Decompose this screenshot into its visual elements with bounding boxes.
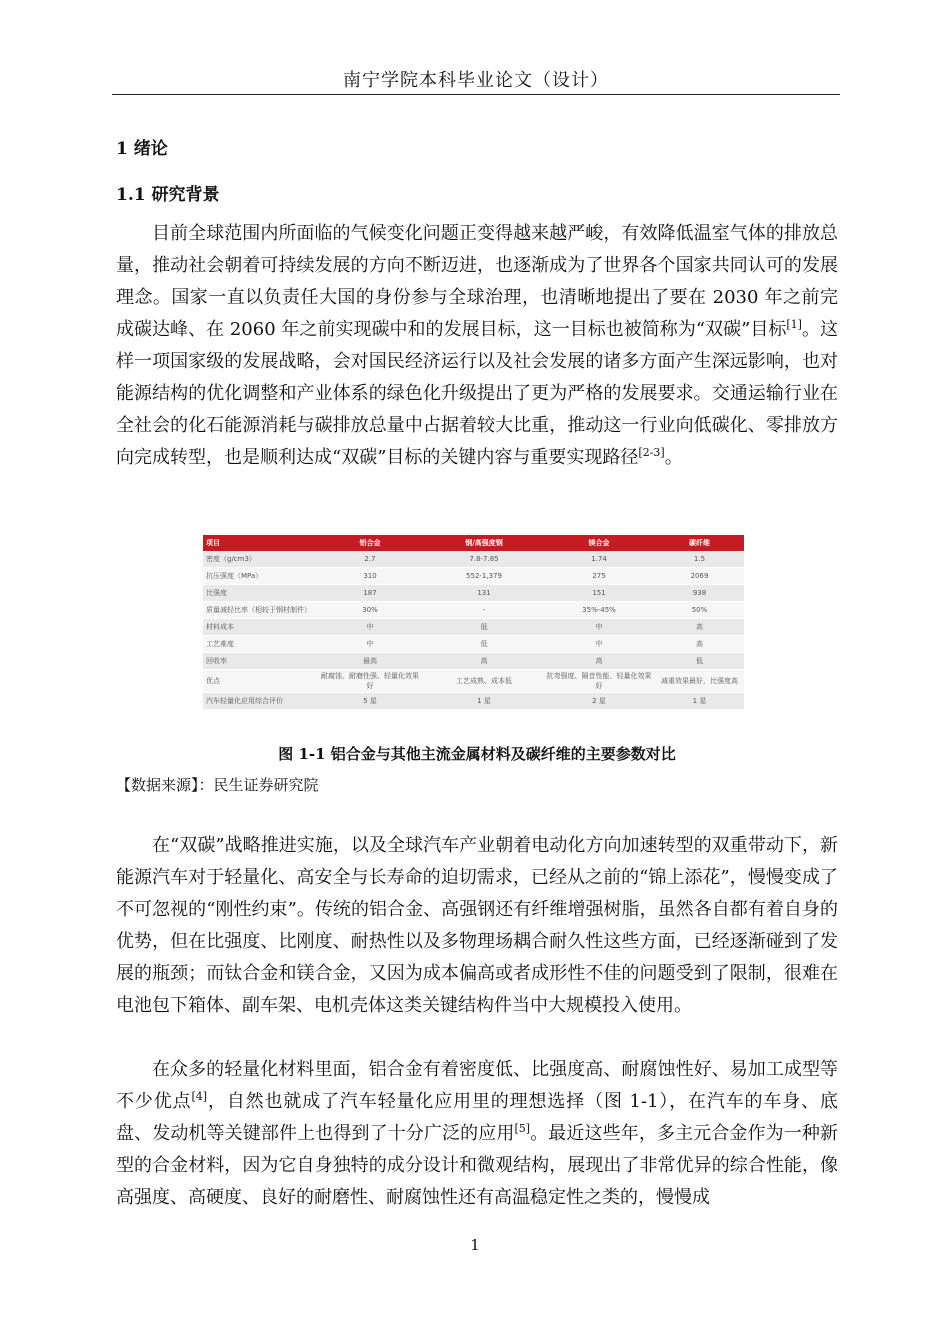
table-cell: 7.8-7.85 [425,551,543,568]
table-cell: 抗弯强度、隔音性能、轻量化效果好 [543,670,655,693]
table-row [203,653,744,670]
figure-table [203,535,744,710]
paragraph-text: 在“双碳”战略推进实施，以及全球汽车产业朝着电动化方向加速转型的双重带动下，新能源汽车对于轻量化、高安全与长寿命的迫切需求，已经从之前的“锦上添花”，慢慢变成了不可忽视的“刚性约束”。传统的铝合金、高强钢还有纤维增强树脂，虽然各自都有着自身的优势，但在比强度、比刚度、耐热性以及多物理场耦合耐久性这些方面，已经逐渐碰到了发展的瓶颈；而钛合金和镁合金，又因为成本偏高或者成形性不佳的问题受到了限制，很难在电池包下箱体、副车架、电机壳体这类关键结构件当中大规模投入使用。 [116,835,838,1016]
table-header-cell: 镁合金 [543,535,655,551]
page-number: 1 [470,1236,480,1254]
table-cell: - [425,602,543,619]
table-header-cell: 铝合金 [315,535,425,551]
table-row [203,670,744,693]
table-cell: 最高 [315,653,425,670]
table-cell: 回收率 [203,653,315,670]
table-cell: 低 [655,653,744,670]
citation-ref: [5] [514,1122,531,1135]
section-heading-1: 1 绪论 [116,139,168,159]
table-row [203,585,744,602]
page-header-title: 南宁学院本科毕业论文（设计） [343,70,609,91]
table-cell: 1 星 [655,693,744,710]
paragraph-text: 在众多的轻量化材料里面，铝合金有着密度低、比强度高、耐腐蚀性好、易加工成型等不少优点 [116,1059,838,1112]
table-cell: 汽车轻量化应用综合评价 [203,693,315,710]
table-cell: 2069 [655,568,744,585]
table-header-cell: 项目 [203,535,315,551]
table-cell: 高 [655,636,744,653]
table-cell: 优点 [203,670,315,693]
table-header-cell: 钢/高强度钢 [425,535,543,551]
table-cell: 552-1,379 [425,568,543,585]
table-cell: 938 [655,585,744,602]
table-cell: 中 [543,636,655,653]
header-divider [112,94,840,95]
table-cell: 密度（g/cm3） [203,551,315,568]
table-row [203,602,744,619]
table-cell: 50% [655,602,744,619]
table-cell: 高 [655,619,744,636]
table-cell: 1.5 [655,551,744,568]
table-cell: 2.7 [315,551,425,568]
table-cell: 30% [315,602,425,619]
section-heading-1-1: 1.1 研究背景 [116,185,220,205]
citation-ref: [4] [191,1090,208,1103]
paragraph-background [116,218,838,474]
table-cell: 质量减轻比率（相较于钢材制件） [203,602,315,619]
table-cell: 低 [425,619,543,636]
citation-ref: [2-3] [638,446,665,459]
table-row [203,636,744,653]
table-cell: 中 [543,619,655,636]
table-cell: 低 [425,636,543,653]
table-cell: 131 [425,585,543,602]
table-cell: 中 [315,636,425,653]
table-cell: 工艺成熟、成本低 [425,670,543,693]
table-cell: 151 [543,585,655,602]
table-cell: 187 [315,585,425,602]
table-header-row [203,535,744,551]
table-cell: 材料成本 [203,619,315,636]
table-row [203,568,744,585]
table-cell: 比强度 [203,585,315,602]
paragraph-text: 。 [664,447,683,468]
table-cell: 工艺难度 [203,636,315,653]
table-row [203,619,744,636]
paragraph-text: 目前全球范围内所面临的气候变化问题正变得越来越严峻，有效降低温室气体的排放总量，推动社会朝着可持续发展的方向不断迈进，也逐渐成为了世界各个国家共同认可的发展理念。国家一直以负责任大国的身份参与全球治理，也清晰地提出了要在 2030 年之前完成碳达峰、在 2060 年之前实现碳中和的发展目标，这一目标也被简称为“双碳”目标 [116,223,838,340]
table-cell: 减重效果最好，比强度高 [655,670,744,693]
paragraph-dual-carbon [116,830,838,1022]
table-cell: 275 [543,568,655,585]
table-cell: 高 [425,653,543,670]
figure-source: 【数据来源】：民生证券研究院 [116,776,319,794]
paragraph-lightweight [116,1054,838,1214]
table-row [203,693,744,710]
paragraph-text: 。这样一项国家级的发展战略，会对国民经济运行以及社会发展的诸多方面产生深远影响，也对能源结构的优化调整和产业体系的绿色化升级提出了更为严格的发展要求。交通运输行业在全社会的化石能源消耗与碳排放总量中占据着较大比重，推动这一行业向低碳化、零排放方向完成转型，也是顺利达成“双碳”目标的关键内容与重要实现路径 [116,319,839,468]
paragraph-text: ，自然也就成了汽车轻量化应用里的理想选择（图 1-1），在汽车的车身、底盘、发动机等关键部件上也得到了十分广泛的应用 [116,1091,838,1144]
paragraph-text: 。最近这些年，多主元合金作为一种新型的合金材料，因为它自身独特的成分设计和微观结构，展现出了非常优异的综合性能，像高强度、高硬度、良好的耐磨性、耐腐蚀性还有高温稳定性之类的，慢慢成 [116,1123,838,1208]
table-cell: 310 [315,568,425,585]
table-cell: 中 [315,619,425,636]
citation-ref: [1] [786,318,802,331]
table-cell: 高 [543,653,655,670]
table-header-cell: 碳纤维 [655,535,744,551]
table-cell: 35%-45% [543,602,655,619]
figure-caption: 图 1-1 铝合金与其他主流金属材料及碳纤维的主要参数对比 [278,745,676,763]
table-cell: 1.74 [543,551,655,568]
material-comparison-table [203,535,744,710]
table-cell: 耐腐蚀、耐磨性强、轻量化效果好 [315,670,425,693]
table-row [203,551,744,568]
table-cell: 2 星 [543,693,655,710]
table-cell: 5 星 [315,693,425,710]
table-cell: 1 星 [425,693,543,710]
table-cell: 抗压强度（MPa） [203,568,315,585]
